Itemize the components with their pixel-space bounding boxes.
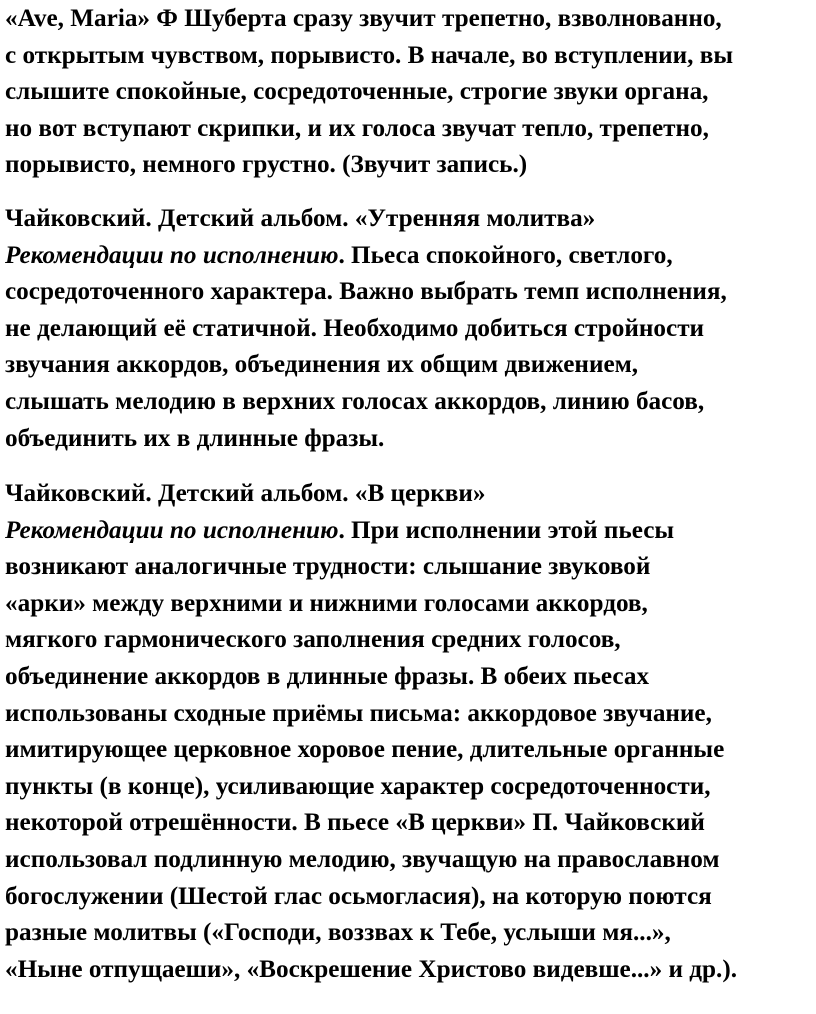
text-line: использованы сходные приёмы письма: аккордовое звучание,: [5, 699, 712, 727]
text-line: разные молитвы («Господи, воззвах к Тебе, услыши мя...»,: [5, 919, 671, 947]
text-line: объединение аккордов в длинные фразы. В обеих пьесах: [5, 662, 650, 690]
text-line: но вот вступают скрипки, и их голоса звучат тепло, трепетно,: [5, 114, 709, 142]
paragraph-ave-maria: [5, 1, 733, 184]
text-line: некоторой отрешённости. В пьесе «В церкви» П. Чайковский: [5, 809, 705, 837]
paragraph-in-church: [5, 476, 737, 988]
text-line: «Ave, Maria» Ф Шуберта сразу звучит трепетно, взволнованно,: [5, 5, 722, 32]
text-line: мягкого гармонического заполнения средних голосов,: [5, 626, 621, 654]
text-line: «арки» между верхними и нижними голосами аккордов,: [5, 589, 648, 617]
recommendation-label: Рекомендации по исполнению: [5, 241, 339, 269]
text-line: не делающий её статичной. Необходимо добиться стройности: [5, 314, 705, 342]
recommendation-line: [5, 238, 727, 275]
section-heading: Чайковский. Детский альбом. «В церкви»: [5, 480, 486, 507]
text-line: слышите спокойные, сосредоточенные, строгие звуки органа,: [5, 78, 709, 106]
text-line: имитирующее церковное хоровое пение, длительные органные: [5, 736, 725, 764]
text-line: порывисто, немного грустно. (Звучит запись.): [5, 151, 528, 179]
text-line: сосредоточенного характера. Важно выбрать темп исполнения,: [5, 278, 727, 306]
recommendation-text: . При исполнении этой пьесы: [338, 516, 675, 544]
recommendation-label: Рекомендации по исполнению: [5, 516, 339, 544]
text-line: объединить их в длинные фразы.: [5, 424, 385, 452]
text-line: пункты (в конце), усиливающие характер сосредоточенности,: [5, 772, 711, 800]
recommendation-line: [5, 513, 737, 550]
recommendation-text: . Пьеса спокойного, светлого,: [338, 241, 673, 269]
text-line: использовал подлинную мелодию, звучащую на православном: [5, 845, 720, 873]
text-line: с открытым чувством, порывисто. В начале, во вступлении, вы: [5, 41, 734, 69]
paragraph-morning-prayer: [5, 201, 727, 457]
text-line: возникают аналогичные трудности: слышание звуковой: [5, 553, 651, 581]
text-line: богослужении (Шестой глас осьмогласия), на которую поются: [5, 882, 712, 910]
section-heading: Чайковский. Детский альбом. «Утренняя молитва»: [5, 205, 596, 232]
text-line: «Ныне отпущаеши», «Воскрешение Христово видевше...» и др.).: [5, 955, 738, 983]
text-line: звучания аккордов, объединения их общим движением,: [5, 351, 639, 379]
text-line: слышать мелодию в верхних голосах аккордов, линию басов,: [5, 387, 705, 415]
